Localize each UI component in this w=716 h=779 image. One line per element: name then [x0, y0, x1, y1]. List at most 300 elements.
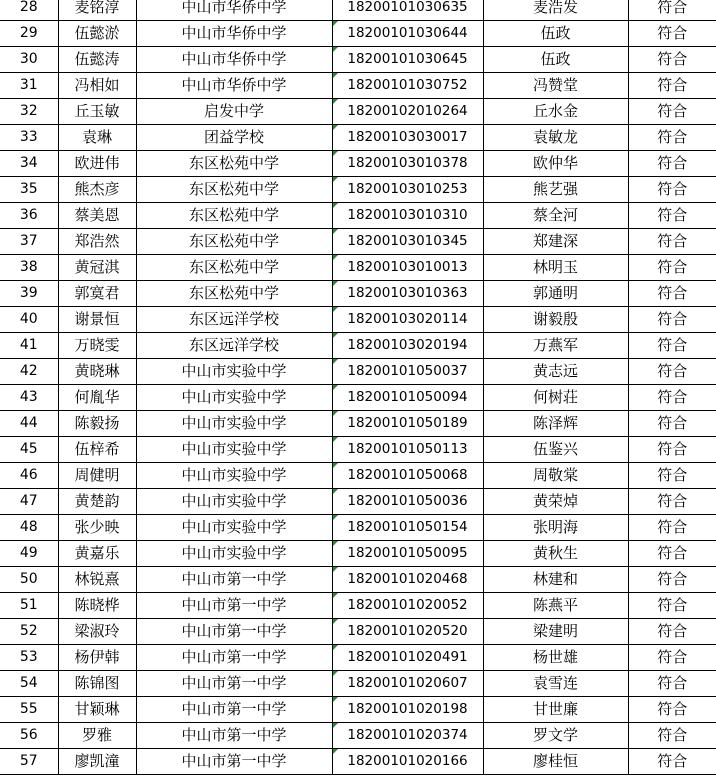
exam-number-text: 18200102010264: [347, 103, 468, 119]
guardian-name-cell[interactable]: [483, 567, 628, 593]
school-cell[interactable]: [136, 333, 332, 359]
guardian-name-cell[interactable]: [483, 671, 628, 697]
row-number-cell[interactable]: [0, 437, 58, 463]
school-cell[interactable]: [136, 229, 332, 255]
school-cell[interactable]: [136, 21, 332, 47]
school-cell[interactable]: [136, 47, 332, 73]
row-number-cell[interactable]: [0, 21, 58, 47]
result-text: 符合: [657, 102, 688, 120]
guardian-name-cell[interactable]: [483, 593, 628, 619]
student-name-cell[interactable]: [58, 47, 136, 73]
table-row: [0, 281, 716, 307]
school-text: 中山市实验中学: [181, 544, 287, 562]
student-name-cell[interactable]: [58, 21, 136, 47]
result-text: 符合: [657, 570, 688, 588]
row-number-cell[interactable]: [0, 359, 58, 385]
text-number-indicator-icon: [333, 541, 338, 546]
exam-number-cell[interactable]: [332, 359, 483, 385]
row-number-text: 54: [19, 675, 38, 691]
row-number-cell[interactable]: [0, 385, 58, 411]
result-cell[interactable]: [628, 307, 716, 333]
student-name-text: 张少映: [74, 518, 120, 536]
result-cell[interactable]: [628, 0, 716, 21]
table-row: [0, 255, 716, 281]
school-cell[interactable]: [136, 177, 332, 203]
guardian-name-cell[interactable]: [483, 385, 628, 411]
exam-number-cell[interactable]: [332, 151, 483, 177]
row-number-text: 42: [19, 363, 38, 379]
school-text: 中山市第一中学: [181, 752, 287, 770]
school-text: 中山市第一中学: [181, 622, 287, 640]
exam-number-cell[interactable]: [332, 463, 483, 489]
result-cell[interactable]: [628, 749, 716, 775]
student-name-text: 何胤华: [74, 388, 120, 406]
exam-number-text: 18200101050037: [347, 363, 468, 379]
school-text: 中山市实验中学: [181, 440, 287, 458]
student-name-text: 黄冠淇: [74, 258, 120, 276]
row-number-text: 37: [19, 233, 38, 249]
result-cell[interactable]: [628, 21, 716, 47]
row-number-cell[interactable]: [0, 541, 58, 567]
school-cell[interactable]: [136, 489, 332, 515]
guardian-name-text: 麦浩发: [532, 0, 578, 16]
table-row: [0, 463, 716, 489]
table-row: [0, 307, 716, 333]
exam-number-text: 18200101020374: [347, 727, 468, 743]
exam-number-cell[interactable]: [332, 567, 483, 593]
guardian-name-text: 万燕军: [532, 336, 578, 354]
exam-number-cell[interactable]: [332, 255, 483, 281]
result-cell[interactable]: [628, 359, 716, 385]
student-name-text: 伍梓希: [74, 440, 120, 458]
school-cell[interactable]: [136, 645, 332, 671]
student-name-cell[interactable]: [58, 125, 136, 151]
exam-number-text: 18200101030644: [347, 25, 468, 41]
guardian-name-cell[interactable]: [483, 333, 628, 359]
school-cell[interactable]: [136, 385, 332, 411]
result-cell[interactable]: [628, 593, 716, 619]
table-row: [0, 567, 716, 593]
guardian-name-cell[interactable]: [483, 125, 628, 151]
table-row: [0, 203, 716, 229]
row-number-text: 43: [19, 389, 38, 405]
row-number-cell[interactable]: [0, 619, 58, 645]
exam-number-cell[interactable]: [332, 619, 483, 645]
student-name-text: 熊杰彦: [74, 180, 120, 198]
school-cell[interactable]: [136, 203, 332, 229]
row-number-text: 36: [19, 207, 38, 223]
exam-number-text: 18200101020607: [347, 675, 468, 691]
school-text: 东区松苑中学: [188, 180, 279, 198]
exam-number-cell[interactable]: [332, 385, 483, 411]
row-number-cell[interactable]: [0, 229, 58, 255]
school-text: 团益学校: [203, 128, 264, 146]
text-number-indicator-icon: [333, 619, 338, 624]
row-number-cell[interactable]: [0, 463, 58, 489]
result-cell[interactable]: [628, 229, 716, 255]
text-number-indicator-icon: [333, 593, 338, 598]
student-name-cell[interactable]: [58, 567, 136, 593]
exam-number-cell[interactable]: [332, 489, 483, 515]
exam-number-cell[interactable]: [332, 229, 483, 255]
exam-number-cell[interactable]: [332, 125, 483, 151]
school-cell[interactable]: [136, 307, 332, 333]
school-cell[interactable]: [136, 541, 332, 567]
result-cell[interactable]: [628, 125, 716, 151]
table-row: [0, 21, 716, 47]
exam-number-text: 18200103020114: [347, 311, 468, 327]
table-row: [0, 489, 716, 515]
student-name-cell[interactable]: [58, 385, 136, 411]
guardian-name-cell[interactable]: [483, 307, 628, 333]
guardian-name-text: 丘水金: [532, 102, 578, 120]
school-cell[interactable]: [136, 671, 332, 697]
result-cell[interactable]: [628, 73, 716, 99]
result-text: 符合: [657, 0, 688, 16]
student-name-text: 袁琳: [81, 128, 112, 146]
student-name-cell[interactable]: [58, 645, 136, 671]
text-number-indicator-icon: [333, 437, 338, 442]
exam-number-text: 18200101050113: [347, 441, 468, 457]
school-cell[interactable]: [136, 437, 332, 463]
row-number-cell[interactable]: [0, 671, 58, 697]
row-number-text: 30: [19, 51, 38, 67]
school-cell[interactable]: [136, 749, 332, 775]
student-name-text: 罗雅: [81, 726, 112, 744]
student-name-text: 黄晓琳: [74, 362, 120, 380]
exam-number-cell[interactable]: [332, 593, 483, 619]
row-number-text: 48: [19, 519, 38, 535]
guardian-name-cell[interactable]: [483, 203, 628, 229]
student-name-cell[interactable]: [58, 723, 136, 749]
guardian-name-text: 冯赞堂: [532, 76, 578, 94]
school-cell[interactable]: [136, 567, 332, 593]
table-row: [0, 385, 716, 411]
row-number-text: 51: [19, 597, 38, 613]
exam-number-text: 18200103010310: [347, 207, 468, 223]
exam-number-cell[interactable]: [332, 203, 483, 229]
guardian-name-cell[interactable]: [483, 177, 628, 203]
school-text: 中山市实验中学: [181, 466, 287, 484]
result-text: 符合: [657, 466, 688, 484]
student-name-cell[interactable]: [58, 749, 136, 775]
guardian-name-cell[interactable]: [483, 723, 628, 749]
row-number-cell[interactable]: [0, 203, 58, 229]
school-cell[interactable]: [136, 515, 332, 541]
exam-number-cell[interactable]: [332, 21, 483, 47]
result-text: 符合: [657, 310, 688, 328]
guardian-name-text: 郑建深: [532, 232, 578, 250]
result-cell[interactable]: [628, 437, 716, 463]
school-cell[interactable]: [136, 0, 332, 21]
text-number-indicator-icon: [333, 697, 338, 702]
result-cell[interactable]: [628, 697, 716, 723]
row-number-text: 34: [19, 155, 38, 171]
guardian-name-cell[interactable]: [483, 489, 628, 515]
exam-number-text: 18200103030017: [347, 129, 468, 145]
result-cell[interactable]: [628, 255, 716, 281]
exam-number-cell[interactable]: [332, 515, 483, 541]
exam-number-cell[interactable]: [332, 671, 483, 697]
student-name-cell[interactable]: [58, 203, 136, 229]
row-number-cell[interactable]: [0, 0, 58, 21]
result-text: 符合: [657, 492, 688, 510]
student-name-text: 陈锦图: [74, 674, 120, 692]
guardian-name-cell[interactable]: [483, 0, 628, 21]
school-cell[interactable]: [136, 619, 332, 645]
school-cell[interactable]: [136, 151, 332, 177]
result-cell[interactable]: [628, 333, 716, 359]
exam-number-cell[interactable]: [332, 281, 483, 307]
exam-number-text: 18200101020198: [347, 701, 468, 717]
guardian-name-text: 甘世廉: [532, 700, 578, 718]
result-text: 符合: [657, 518, 688, 536]
result-cell[interactable]: [628, 671, 716, 697]
exam-number-cell[interactable]: [332, 723, 483, 749]
guardian-name-cell[interactable]: [483, 437, 628, 463]
school-cell[interactable]: [136, 697, 332, 723]
student-name-cell[interactable]: [58, 333, 136, 359]
row-number-text: 49: [19, 545, 38, 561]
result-text: 符合: [657, 258, 688, 276]
row-number-cell[interactable]: [0, 47, 58, 73]
result-text: 符合: [657, 76, 688, 94]
exam-number-text: 18200101020491: [347, 649, 468, 665]
school-cell[interactable]: [136, 281, 332, 307]
exam-number-text: 18200101020166: [347, 753, 468, 769]
result-cell[interactable]: [628, 385, 716, 411]
text-number-indicator-icon: [333, 411, 338, 416]
text-number-indicator-icon: [333, 645, 338, 650]
student-name-cell[interactable]: [58, 671, 136, 697]
school-text: 中山市第一中学: [181, 674, 287, 692]
student-name-cell[interactable]: [58, 437, 136, 463]
student-name-cell[interactable]: [58, 177, 136, 203]
guardian-name-text: 黄志远: [532, 362, 578, 380]
guardian-name-cell[interactable]: [483, 99, 628, 125]
result-cell[interactable]: [628, 567, 716, 593]
result-cell[interactable]: [628, 723, 716, 749]
student-name-cell[interactable]: [58, 489, 136, 515]
student-name-cell[interactable]: [58, 411, 136, 437]
row-number-cell[interactable]: [0, 593, 58, 619]
exam-number-text: 18200103020194: [347, 337, 468, 353]
table-row: [0, 697, 716, 723]
guardian-name-cell[interactable]: [483, 411, 628, 437]
exam-number-text: 18200101030645: [347, 51, 468, 67]
guardian-name-cell[interactable]: [483, 281, 628, 307]
result-cell[interactable]: [628, 463, 716, 489]
exam-number-cell[interactable]: [332, 177, 483, 203]
result-cell[interactable]: [628, 151, 716, 177]
student-name-cell[interactable]: [58, 697, 136, 723]
exam-number-text: 18200101020468: [347, 571, 468, 587]
exam-number-cell[interactable]: [332, 437, 483, 463]
school-text: 中山市第一中学: [181, 570, 287, 588]
guardian-name-cell[interactable]: [483, 515, 628, 541]
guardian-name-cell[interactable]: [483, 463, 628, 489]
result-cell[interactable]: [628, 47, 716, 73]
row-number-cell[interactable]: [0, 99, 58, 125]
result-text: 符合: [657, 232, 688, 250]
row-number-text: 57: [19, 753, 38, 769]
guardian-name-cell[interactable]: [483, 359, 628, 385]
guardian-name-cell[interactable]: [483, 151, 628, 177]
guardian-name-cell[interactable]: [483, 619, 628, 645]
row-number-cell[interactable]: [0, 73, 58, 99]
guardian-name-text: 杨世雄: [532, 648, 578, 666]
exam-number-cell[interactable]: [332, 307, 483, 333]
guardian-name-cell[interactable]: [483, 749, 628, 775]
row-number-cell[interactable]: [0, 723, 58, 749]
result-cell[interactable]: [628, 489, 716, 515]
exam-number-cell[interactable]: [332, 541, 483, 567]
result-text: 符合: [657, 362, 688, 380]
table-row: [0, 47, 716, 73]
row-number-text: 35: [19, 181, 38, 197]
text-number-indicator-icon: [333, 255, 338, 260]
text-number-indicator-icon: [333, 359, 338, 364]
exam-number-cell[interactable]: [332, 73, 483, 99]
table-row: [0, 619, 716, 645]
guardian-name-cell[interactable]: [483, 645, 628, 671]
school-cell[interactable]: [136, 411, 332, 437]
result-text: 符合: [657, 674, 688, 692]
student-name-text: 林锐熹: [74, 570, 120, 588]
exam-number-cell[interactable]: [332, 333, 483, 359]
student-name-cell[interactable]: [58, 229, 136, 255]
row-number-cell[interactable]: [0, 281, 58, 307]
school-text: 东区远洋学校: [188, 336, 279, 354]
exam-number-cell[interactable]: [332, 0, 483, 21]
result-cell[interactable]: [628, 619, 716, 645]
student-name-cell[interactable]: [58, 515, 136, 541]
school-cell[interactable]: [136, 359, 332, 385]
row-number-cell[interactable]: [0, 645, 58, 671]
student-name-text: 蔡美恩: [74, 206, 120, 224]
guardian-name-text: 陈燕平: [532, 596, 578, 614]
school-text: 中山市华侨中学: [181, 24, 287, 42]
student-name-cell[interactable]: [58, 463, 136, 489]
school-text: 中山市第一中学: [181, 596, 287, 614]
row-number-cell[interactable]: [0, 411, 58, 437]
exam-number-cell[interactable]: [332, 411, 483, 437]
row-number-cell[interactable]: [0, 151, 58, 177]
guardian-name-text: 何树荘: [532, 388, 578, 406]
result-cell[interactable]: [628, 203, 716, 229]
school-cell[interactable]: [136, 463, 332, 489]
result-cell[interactable]: [628, 515, 716, 541]
student-name-cell[interactable]: [58, 0, 136, 21]
school-cell[interactable]: [136, 255, 332, 281]
student-name-cell[interactable]: [58, 541, 136, 567]
text-number-indicator-icon: [333, 203, 338, 208]
row-number-cell[interactable]: [0, 515, 58, 541]
table-row: [0, 125, 716, 151]
school-cell[interactable]: [136, 125, 332, 151]
result-cell[interactable]: [628, 411, 716, 437]
row-number-cell[interactable]: [0, 697, 58, 723]
exam-number-text: 18200101050154: [347, 519, 468, 535]
row-number-text: 55: [19, 701, 38, 717]
student-name-cell[interactable]: [58, 593, 136, 619]
text-number-indicator-icon: [333, 385, 338, 390]
school-cell[interactable]: [136, 723, 332, 749]
student-name-text: 麦铭淳: [74, 0, 120, 16]
exam-number-cell[interactable]: [332, 645, 483, 671]
exam-number-cell[interactable]: [332, 697, 483, 723]
guardian-name-cell[interactable]: [483, 697, 628, 723]
row-number-cell[interactable]: [0, 125, 58, 151]
result-cell[interactable]: [628, 645, 716, 671]
result-cell[interactable]: [628, 99, 716, 125]
exam-number-cell[interactable]: [332, 749, 483, 775]
student-name-cell[interactable]: [58, 73, 136, 99]
table-row: [0, 333, 716, 359]
school-text: 启发中学: [203, 102, 264, 120]
student-name-cell[interactable]: [58, 619, 136, 645]
guardian-name-cell[interactable]: [483, 73, 628, 99]
result-cell[interactable]: [628, 541, 716, 567]
row-number-cell[interactable]: [0, 333, 58, 359]
table-row: [0, 99, 716, 125]
school-text: 东区松苑中学: [188, 206, 279, 224]
exam-number-cell[interactable]: [332, 47, 483, 73]
student-name-cell[interactable]: [58, 281, 136, 307]
result-text: 符合: [657, 154, 688, 172]
exam-number-text: 18200103010363: [347, 285, 468, 301]
school-cell[interactable]: [136, 593, 332, 619]
guardian-name-cell[interactable]: [483, 21, 628, 47]
guardian-name-cell[interactable]: [483, 255, 628, 281]
guardian-name-cell[interactable]: [483, 47, 628, 73]
result-cell[interactable]: [628, 281, 716, 307]
student-name-cell[interactable]: [58, 99, 136, 125]
student-name-cell[interactable]: [58, 307, 136, 333]
result-cell[interactable]: [628, 177, 716, 203]
student-name-cell[interactable]: [58, 151, 136, 177]
guardian-name-cell[interactable]: [483, 229, 628, 255]
row-number-cell[interactable]: [0, 489, 58, 515]
text-number-indicator-icon: [333, 307, 338, 312]
student-name-text: 万晓雯: [74, 336, 120, 354]
guardian-name-text: 周敬棠: [532, 466, 578, 484]
row-number-text: 29: [19, 25, 38, 41]
row-number-text: 28: [19, 0, 38, 15]
student-name-cell[interactable]: [58, 359, 136, 385]
exam-number-text: 18200103010253: [347, 181, 468, 197]
row-number-cell[interactable]: [0, 307, 58, 333]
row-number-cell[interactable]: [0, 177, 58, 203]
school-text: 东区松苑中学: [188, 284, 279, 302]
student-name-cell[interactable]: [58, 255, 136, 281]
student-name-text: 冯相如: [74, 76, 120, 94]
school-cell[interactable]: [136, 99, 332, 125]
row-number-cell[interactable]: [0, 749, 58, 775]
row-number-cell[interactable]: [0, 255, 58, 281]
row-number-cell[interactable]: [0, 567, 58, 593]
exam-number-cell[interactable]: [332, 99, 483, 125]
row-number-text: 56: [19, 727, 38, 743]
school-cell[interactable]: [136, 73, 332, 99]
student-name-text: 黄嘉乐: [74, 544, 120, 562]
guardian-name-text: 黄荣焯: [532, 492, 578, 510]
exam-number-text: 18200101050068: [347, 467, 468, 483]
exam-number-text: 18200101050094: [347, 389, 468, 405]
row-number-text: 32: [19, 103, 38, 119]
guardian-name-cell[interactable]: [483, 541, 628, 567]
result-text: 符合: [657, 544, 688, 562]
